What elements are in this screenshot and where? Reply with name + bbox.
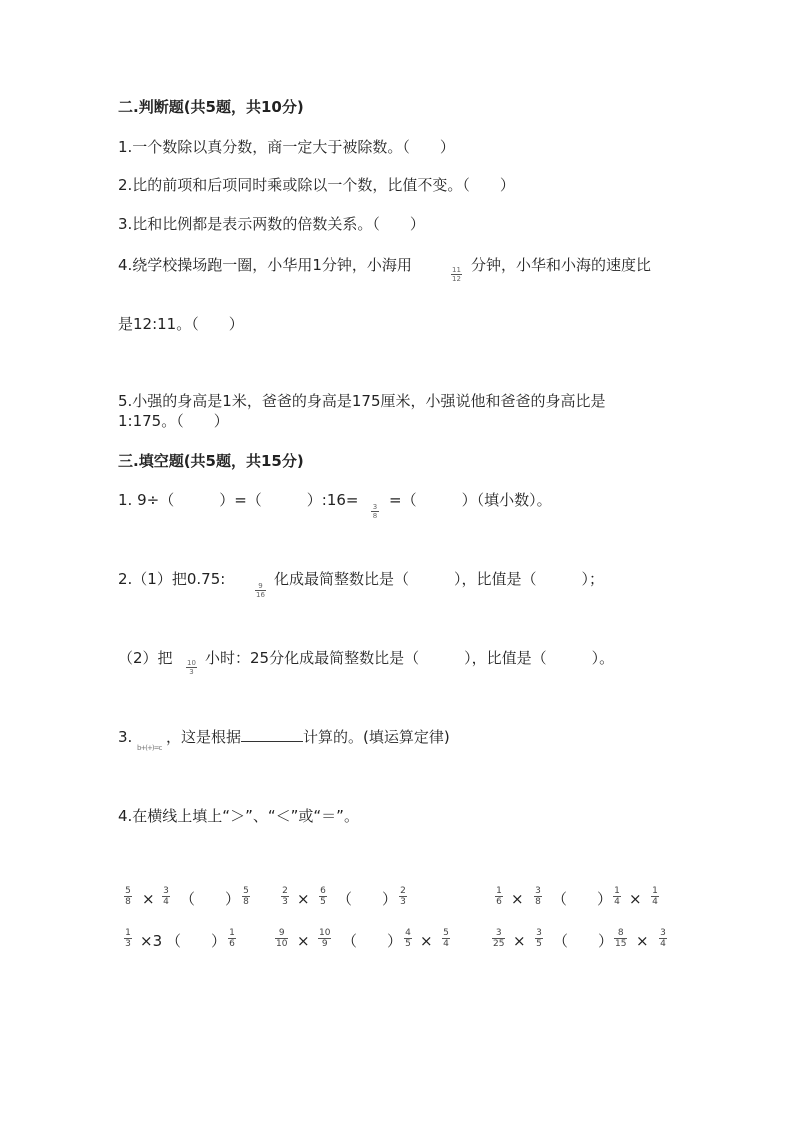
fraction-numerator: 3 xyxy=(163,886,169,896)
times-sign: × xyxy=(636,932,649,950)
fraction-numerator: 9 xyxy=(278,928,285,938)
fill-q1-fraction xyxy=(371,503,379,520)
fraction-numerator: 5 xyxy=(243,886,249,896)
fraction-denominator: 12 xyxy=(452,275,461,283)
answer-paren[interactable]: （ ） xyxy=(552,890,613,908)
fraction-2-3 xyxy=(281,886,289,907)
fraction-8-15 xyxy=(614,928,627,949)
fraction-numerator: 5 xyxy=(443,928,449,938)
fill-q3-text: ，这是根据 xyxy=(166,728,242,746)
fraction-3-4 xyxy=(162,886,170,907)
fraction-denominator: 3 xyxy=(125,939,131,949)
fill-q2-part-a: 2.（1）把0.75: xyxy=(118,570,226,588)
answer-paren[interactable]: （ ） xyxy=(337,890,398,908)
fill-q2-part-d: 小时：25分化成最简整数比是（ ），比值是（ ）。 xyxy=(205,649,615,667)
fill-q2-fraction xyxy=(255,582,266,599)
times-sign: × xyxy=(142,890,155,908)
fraction-numerator: 5 xyxy=(125,886,131,896)
fraction-numerator: 9 xyxy=(258,582,263,590)
fraction-denominator: 25 xyxy=(493,939,505,949)
judge-q2: 2.比的前项和后项同时乘或除以一个数，比值不变。（ ） xyxy=(118,176,515,194)
fraction-numerator: 3 xyxy=(535,886,541,896)
fraction-denominator: 6 xyxy=(229,939,235,949)
fraction-numerator: 1 xyxy=(125,928,131,938)
times-sign: × xyxy=(420,932,433,950)
judge-q5-part-b: 1:175。（ ） xyxy=(118,412,229,430)
fraction-numerator: 10 xyxy=(319,928,331,938)
times-sign: × xyxy=(511,890,524,908)
fraction-9-10 xyxy=(275,928,288,949)
fraction-numerator: 11 xyxy=(452,266,461,274)
fraction-3-25 xyxy=(492,928,505,949)
judge-q4-fraction xyxy=(451,266,462,283)
times-sign: × xyxy=(297,890,310,908)
judge-q3: 3.比和比例都是表示两数的倍数关系。（ ） xyxy=(118,215,425,233)
section-3-title: 三.填空题(共5题，共15分) xyxy=(118,452,304,470)
fill-q2-fraction-2 xyxy=(186,659,197,676)
fill-q3-part-b xyxy=(166,727,450,747)
fraction-numerator: 2 xyxy=(282,886,288,896)
fill-q1-part-a: 1. 9÷（ ）=（ ）:16= xyxy=(118,491,359,509)
fraction-numerator: 2 xyxy=(400,886,406,896)
fraction-10-9 xyxy=(318,928,331,949)
fraction-numerator: 10 xyxy=(187,659,196,667)
answer-paren[interactable]: （ ） xyxy=(180,890,241,908)
answer-paren[interactable]: （ ） xyxy=(553,932,614,950)
fraction-5-4 xyxy=(442,928,450,949)
answer-paren[interactable]: （ ） xyxy=(166,932,227,950)
fraction-numerator: 1 xyxy=(652,886,658,896)
answer-paren[interactable]: （ ） xyxy=(342,932,403,950)
fraction-numerator: 3 xyxy=(372,503,378,511)
fraction-numerator: 1 xyxy=(496,886,502,896)
fraction-6-5 xyxy=(319,886,327,907)
fraction-1-4 xyxy=(613,886,621,907)
fraction-numerator: 3 xyxy=(660,928,666,938)
fraction-2-3 xyxy=(399,886,407,907)
judge-q4-part-a: 4.绕学校操场跑一圈，小华用1分钟，小海用 xyxy=(118,256,412,274)
fraction-denominator: 4 xyxy=(443,939,449,949)
fraction-denominator: 8 xyxy=(372,512,378,520)
fraction-denominator: 4 xyxy=(652,897,658,907)
fraction-3-8 xyxy=(534,886,542,907)
fraction-denominator: 6 xyxy=(496,897,502,907)
fraction-numerator: 8 xyxy=(617,928,624,938)
fraction-numerator: 1 xyxy=(229,928,235,938)
times-sign: × xyxy=(629,890,642,908)
fill-q2-part-b: 化成最简整数比是（ ），比值是（ ）； xyxy=(274,570,605,588)
fraction-denominator: 8 xyxy=(125,897,131,907)
fraction-denominator: 5 xyxy=(405,939,411,949)
fraction-denominator: 5 xyxy=(320,897,326,907)
fraction-numerator: 3 xyxy=(536,928,542,938)
fraction-1-3 xyxy=(124,928,132,949)
fraction-denominator: 5 xyxy=(536,939,542,949)
times-sign: × xyxy=(513,932,526,950)
judge-q5-part-a: 5.小强的身高是1米，爸爸的身高是175厘米，小强说他和爸爸的身高比是 xyxy=(118,392,606,410)
fraction-5-8 xyxy=(242,886,250,907)
fill-q1-part-b: =（ ）（填小数）。 xyxy=(389,491,552,509)
fraction-denominator: 8 xyxy=(243,897,249,907)
fraction-3-4 xyxy=(659,928,667,949)
fraction-denominator: 4 xyxy=(660,939,666,949)
fraction-denominator: 16 xyxy=(256,591,265,599)
fraction-denominator: 4 xyxy=(163,897,169,907)
fraction-denominator: 15 xyxy=(615,939,627,949)
answer-blank[interactable] xyxy=(241,727,303,742)
fraction-denominator: 8 xyxy=(535,897,541,907)
judge-q4-part-c: 是12:11。（ ） xyxy=(118,315,244,333)
fraction-5-8 xyxy=(124,886,132,907)
fraction-numerator: 1 xyxy=(614,886,620,896)
section-2-title: 二.判断题(共5题，共10分) xyxy=(118,98,304,116)
fraction-1-6 xyxy=(228,928,236,949)
fraction-denominator: 3 xyxy=(189,668,194,676)
fraction-denominator: 3 xyxy=(282,897,288,907)
fraction-1-6 xyxy=(495,886,503,907)
fraction-numerator: 4 xyxy=(405,928,411,938)
fraction-4-5 xyxy=(404,928,412,949)
judge-q4-part-b: 分钟，小华和小海的速度比 xyxy=(471,256,652,274)
fraction-numerator: 3 xyxy=(495,928,502,938)
formula-image: b+(+)=c xyxy=(137,744,162,752)
times-sign: × xyxy=(297,932,310,950)
times-three: ×3 xyxy=(140,932,163,950)
fraction-numerator: 6 xyxy=(320,886,326,896)
fill-q3-number: 3. xyxy=(118,728,133,746)
fill-q2-part-c: （2）把 xyxy=(118,649,173,667)
fraction-1-4 xyxy=(651,886,659,907)
fraction-denominator: 3 xyxy=(400,897,406,907)
judge-q1: 1.一个数除以真分数，商一定大于被除数。（ ） xyxy=(118,138,455,156)
fraction-denominator: 9 xyxy=(321,939,328,949)
fill-q3-text-end: 计算的。(填运算定律) xyxy=(303,728,450,746)
fraction-denominator: 4 xyxy=(614,897,620,907)
fill-q4: 4.在横线上填上“＞”、“＜”或“＝”。 xyxy=(118,807,359,825)
fraction-3-5 xyxy=(535,928,543,949)
fraction-denominator: 10 xyxy=(276,939,288,949)
